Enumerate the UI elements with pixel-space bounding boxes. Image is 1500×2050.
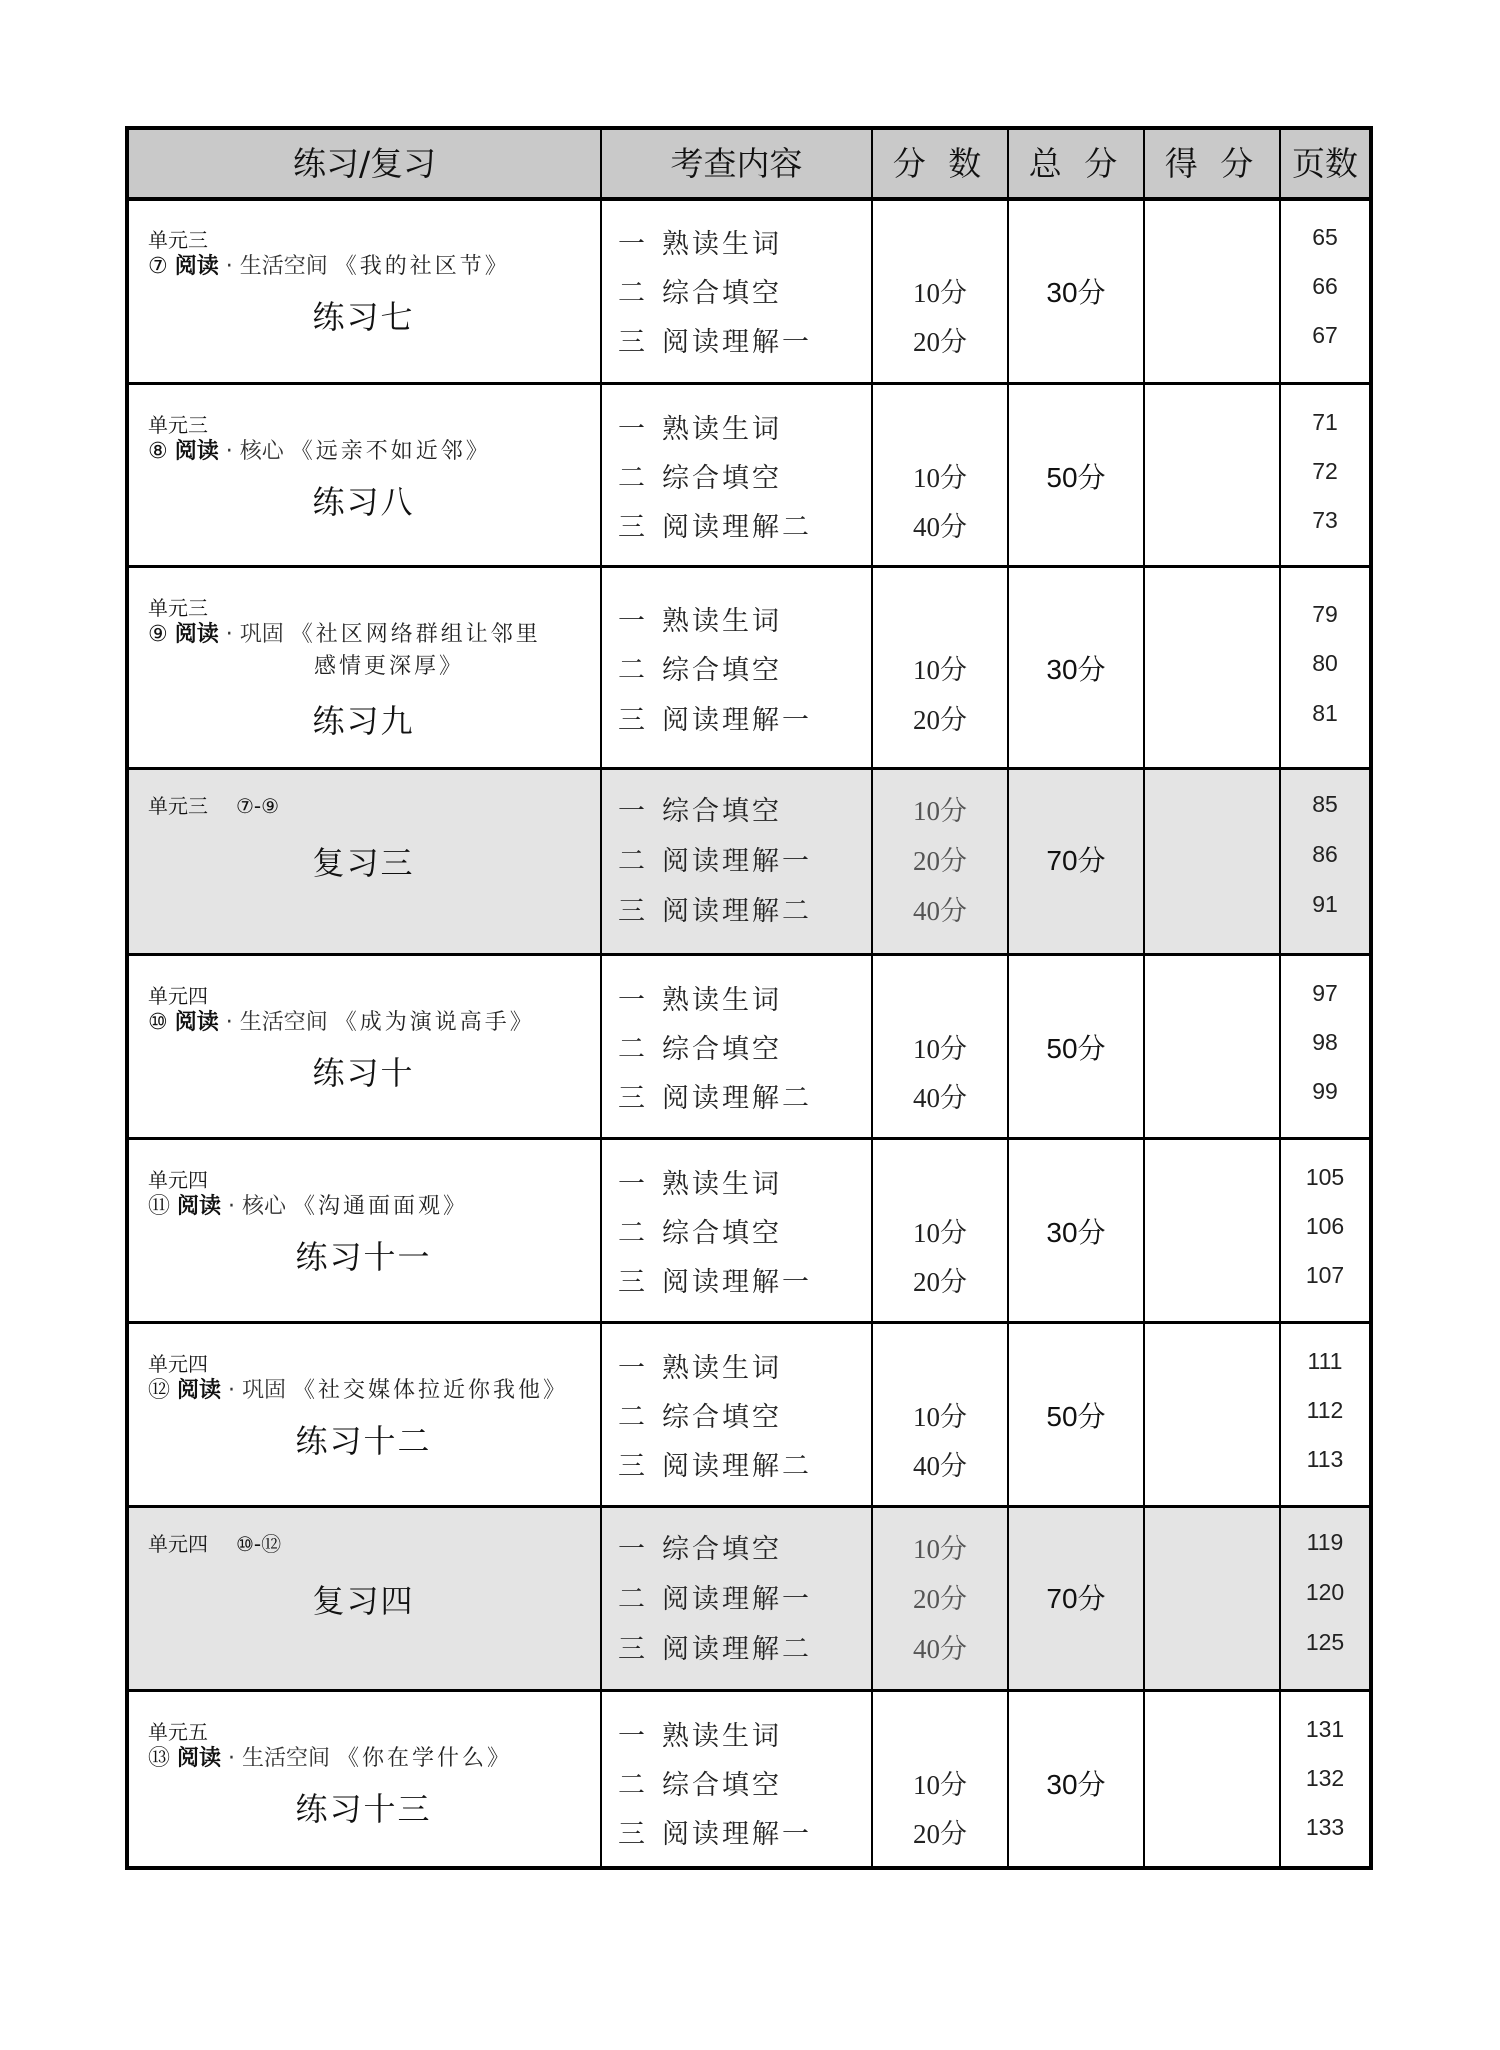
pages-cell xyxy=(1281,1324,1369,1505)
lesson-number: ⑪ xyxy=(148,1194,171,1219)
total-score: 70分 xyxy=(1046,1583,1106,1614)
item-label: 综合填空 xyxy=(662,1218,782,1249)
content-item xyxy=(618,599,782,638)
text-title: 《社交媒体拉近你我他》 xyxy=(293,1378,569,1403)
item-number: 二 xyxy=(618,1402,648,1433)
item-label: 阅读理解一 xyxy=(662,1819,812,1850)
page-number: 79 xyxy=(1312,601,1338,627)
item-number: 三 xyxy=(618,896,648,927)
earned-score-cell[interactable] xyxy=(1145,200,1279,379)
header-score: 分 数 xyxy=(892,144,988,183)
exercise-title: 练习十三 xyxy=(295,1790,432,1828)
item-label: 阅读理解一 xyxy=(662,1267,812,1298)
page-number: 107 xyxy=(1305,1262,1345,1288)
page-number: 131 xyxy=(1305,1716,1345,1742)
item-label: 综合填空 xyxy=(662,1770,782,1801)
earned-score-cell[interactable] xyxy=(1145,956,1279,1137)
unit-label: 单元四 xyxy=(148,984,208,1008)
reading-label: 阅读 xyxy=(174,439,219,464)
page-number: 91 xyxy=(1312,891,1338,917)
item-score: 10分 xyxy=(913,1218,967,1248)
lesson-subtitle xyxy=(148,1743,512,1775)
page-number: 99 xyxy=(1312,1078,1338,1104)
content-item xyxy=(618,698,812,737)
practice-cell xyxy=(129,1692,600,1866)
unit-label: 单元三 xyxy=(148,413,208,437)
content-cell xyxy=(602,1140,871,1321)
practice-row xyxy=(129,1321,1369,1505)
unit-label: 单元三 xyxy=(148,596,208,620)
lesson-subtitle xyxy=(148,619,541,683)
exercise-title: 练习十二 xyxy=(295,1422,432,1460)
item-number: 一 xyxy=(618,414,648,445)
page-number: 65 xyxy=(1312,224,1338,250)
item-number: 三 xyxy=(618,512,648,543)
exercise-title: 练习十一 xyxy=(295,1238,432,1276)
lesson-number: ⑩ xyxy=(148,1010,168,1035)
item-label: 熟读生词 xyxy=(662,229,782,260)
exercise-title: 练习七 xyxy=(312,298,415,336)
column-divider xyxy=(600,130,602,1866)
practice-cell xyxy=(129,956,600,1137)
item-number: 一 xyxy=(618,1169,648,1200)
exercise-title: 练习十 xyxy=(312,1054,415,1092)
item-score: 20分 xyxy=(913,705,967,735)
item-number: 一 xyxy=(618,985,648,1016)
lesson-number: ⑦ xyxy=(148,254,168,279)
practice-cell xyxy=(129,385,600,565)
practice-cell xyxy=(129,770,600,953)
total-score: 30分 xyxy=(1046,654,1106,685)
content-item xyxy=(618,222,782,261)
content-item xyxy=(618,407,782,446)
pages-cell xyxy=(1281,1508,1369,1689)
total-score: 30分 xyxy=(1046,1769,1106,1800)
content-item xyxy=(618,1395,782,1434)
pages-cell xyxy=(1281,1140,1369,1321)
page-number: 132 xyxy=(1305,1765,1345,1791)
item-label: 综合填空 xyxy=(662,655,782,686)
unit-label xyxy=(148,1528,281,1557)
item-label: 综合填空 xyxy=(662,796,782,827)
pages-cell xyxy=(1281,1692,1369,1866)
lesson-category: · 巩固 xyxy=(228,1378,287,1403)
lesson-subtitle xyxy=(148,1191,468,1223)
pages-cell xyxy=(1281,200,1369,379)
item-score: 10分 xyxy=(913,1402,967,1432)
total-cell xyxy=(1009,770,1143,953)
item-label: 阅读理解一 xyxy=(662,327,812,358)
item-label: 阅读理解一 xyxy=(662,846,812,877)
reading-label: 阅读 xyxy=(174,254,219,279)
total-cell xyxy=(1009,568,1143,767)
page-number: 86 xyxy=(1312,841,1338,867)
item-number: 二 xyxy=(618,655,648,686)
page-number: 85 xyxy=(1312,791,1338,817)
content-cell xyxy=(602,385,871,565)
content-cell xyxy=(602,1508,871,1689)
score-cell xyxy=(873,568,1007,767)
unit-name: 单元三 xyxy=(148,794,208,818)
item-number: 二 xyxy=(618,1770,648,1801)
unit-label xyxy=(148,790,279,819)
content-item xyxy=(618,1627,812,1666)
item-number: 三 xyxy=(618,1451,648,1482)
content-cell xyxy=(602,956,871,1137)
content-item xyxy=(618,1076,812,1115)
earned-score-cell[interactable] xyxy=(1145,1692,1279,1866)
lesson-category: · 生活空间 xyxy=(225,1010,328,1035)
item-number: 二 xyxy=(618,463,648,494)
content-item xyxy=(618,839,812,878)
item-score: 10分 xyxy=(913,1770,967,1800)
lesson-category: · 巩固 xyxy=(225,622,284,647)
item-score: 20分 xyxy=(913,1584,967,1614)
item-number: 二 xyxy=(618,1034,648,1065)
item-number: 一 xyxy=(618,1353,648,1384)
pages-cell xyxy=(1281,770,1369,953)
score-cell xyxy=(873,1140,1007,1321)
lesson-category: · 生活空间 xyxy=(225,254,328,279)
item-label: 阅读理解二 xyxy=(662,896,812,927)
content-cell xyxy=(602,1324,871,1505)
header-pages: 页数 xyxy=(1292,144,1358,183)
item-score: 10分 xyxy=(913,463,967,493)
header-earned: 得 分 xyxy=(1164,144,1260,183)
item-score: 40分 xyxy=(913,1083,967,1113)
item-label: 熟读生词 xyxy=(662,1353,782,1384)
text-title: 《你在学什么》 xyxy=(337,1746,513,1771)
item-number: 二 xyxy=(618,278,648,309)
item-number: 三 xyxy=(618,1819,648,1850)
unit-label: 单元五 xyxy=(148,1720,208,1744)
column-divider xyxy=(1007,130,1009,1866)
unit-name: 单元四 xyxy=(148,1532,208,1556)
total-score: 30分 xyxy=(1046,1217,1106,1248)
item-label: 综合填空 xyxy=(662,463,782,494)
practice-row xyxy=(129,953,1369,1137)
total-cell xyxy=(1009,385,1143,565)
item-number: 一 xyxy=(618,606,648,637)
total-cell xyxy=(1009,200,1143,379)
content-item xyxy=(618,1763,782,1802)
item-label: 阅读理解二 xyxy=(662,512,812,543)
practice-row xyxy=(129,382,1369,565)
content-item xyxy=(618,1027,782,1066)
lesson-subtitle xyxy=(148,251,510,283)
item-score: 20分 xyxy=(913,1267,967,1297)
lesson-subtitle xyxy=(148,1007,535,1039)
page-number: 113 xyxy=(1306,1446,1344,1472)
pages-cell xyxy=(1281,385,1369,565)
practice-cell xyxy=(129,568,600,767)
item-label: 熟读生词 xyxy=(662,1169,782,1200)
item-score: 40分 xyxy=(913,512,967,542)
lesson-range: ⑦-⑨ xyxy=(236,794,280,818)
content-item xyxy=(618,978,782,1017)
earned-score-cell[interactable] xyxy=(1145,385,1279,565)
content-item xyxy=(618,1812,812,1851)
item-score: 10分 xyxy=(913,655,967,685)
content-item xyxy=(618,505,812,544)
item-label: 熟读生词 xyxy=(662,414,782,445)
content-item xyxy=(618,889,812,928)
lesson-number: ⑬ xyxy=(148,1746,171,1771)
content-item xyxy=(618,1162,782,1201)
score-cell xyxy=(873,1324,1007,1505)
page-number: 98 xyxy=(1312,1029,1338,1055)
content-item xyxy=(618,1260,812,1299)
review-row xyxy=(129,767,1369,953)
unit-label: 单元三 xyxy=(148,228,208,252)
content-item xyxy=(618,271,782,310)
practice-cell xyxy=(129,1140,600,1321)
unit-label: 单元四 xyxy=(148,1352,208,1376)
item-label: 阅读理解二 xyxy=(662,1451,812,1482)
page-number: 125 xyxy=(1305,1629,1345,1655)
lesson-range: ⑩-⑫ xyxy=(236,1532,282,1556)
item-label: 熟读生词 xyxy=(662,606,782,637)
item-number: 三 xyxy=(618,705,648,736)
item-label: 综合填空 xyxy=(662,1034,782,1065)
page-number: 81 xyxy=(1312,700,1338,726)
item-number: 三 xyxy=(618,327,648,358)
content-item xyxy=(618,320,812,359)
content-item xyxy=(618,1527,782,1566)
content-item xyxy=(618,1714,782,1753)
score-cell xyxy=(873,200,1007,379)
item-number: 一 xyxy=(618,1534,648,1565)
lesson-number: ⑨ xyxy=(148,622,168,647)
total-cell xyxy=(1009,1140,1143,1321)
total-score: 50分 xyxy=(1046,462,1106,493)
practice-row xyxy=(129,1137,1369,1321)
practice-row xyxy=(129,565,1369,767)
page-number: 97 xyxy=(1312,980,1338,1006)
lesson-subtitle xyxy=(148,1375,568,1407)
score-cell xyxy=(873,956,1007,1137)
total-cell xyxy=(1009,956,1143,1137)
reading-label: 阅读 xyxy=(174,1010,219,1035)
earned-score-cell[interactable] xyxy=(1145,568,1279,767)
score-cell xyxy=(873,385,1007,565)
score-cell xyxy=(873,1508,1007,1689)
item-score: 10分 xyxy=(913,1534,967,1564)
item-number: 一 xyxy=(618,229,648,260)
lesson-category: · 核心 xyxy=(228,1194,287,1219)
review-row xyxy=(129,1505,1369,1689)
item-score: 40分 xyxy=(913,1451,967,1481)
page-number: 71 xyxy=(1312,409,1338,435)
content-cell xyxy=(602,568,871,767)
lesson-subtitle xyxy=(148,436,491,468)
item-label: 阅读理解二 xyxy=(662,1634,812,1665)
earned-score-cell[interactable] xyxy=(1145,1324,1279,1505)
earned-score-cell[interactable] xyxy=(1145,1508,1279,1689)
total-score: 50分 xyxy=(1046,1033,1106,1064)
item-score: 10分 xyxy=(913,1034,967,1064)
content-cell xyxy=(602,1692,871,1866)
content-item xyxy=(618,1444,812,1483)
text-title: 《成为演说高手》 xyxy=(334,1010,535,1035)
table-header xyxy=(129,130,1369,201)
content-item xyxy=(618,648,782,687)
item-score: 20分 xyxy=(913,327,967,357)
pages-cell xyxy=(1281,568,1369,767)
column-divider xyxy=(1279,130,1281,1866)
lesson-category: · 核心 xyxy=(225,439,284,464)
pages-cell xyxy=(1281,956,1369,1137)
header-practice-review: 练习/复习 xyxy=(292,144,437,183)
page-number: 73 xyxy=(1312,507,1338,533)
exercise-title: 练习八 xyxy=(312,483,415,521)
content-cell xyxy=(602,200,871,379)
page-number: 67 xyxy=(1312,322,1338,348)
content-item xyxy=(618,1577,812,1616)
item-label: 综合填空 xyxy=(662,1534,782,1565)
practice-row xyxy=(129,197,1369,379)
text-title: 《我的社区节》 xyxy=(334,254,510,279)
item-number: 三 xyxy=(618,1267,648,1298)
text-title: 《沟通面面观》 xyxy=(293,1194,469,1219)
item-number: 二 xyxy=(618,1218,648,1249)
item-number: 二 xyxy=(618,846,648,877)
page-number: 80 xyxy=(1312,650,1338,676)
page-number: 112 xyxy=(1306,1397,1344,1423)
content-cell xyxy=(602,770,871,953)
exercise-schedule-table xyxy=(125,126,1373,1870)
item-score: 10分 xyxy=(913,278,967,308)
item-label: 综合填空 xyxy=(662,1402,782,1433)
page-number: 106 xyxy=(1305,1213,1345,1239)
lesson-category: · 生活空间 xyxy=(228,1746,331,1771)
page-number: 119 xyxy=(1306,1529,1344,1555)
item-number: 二 xyxy=(618,1584,648,1615)
content-item xyxy=(618,1211,782,1250)
item-number: 一 xyxy=(618,796,648,827)
item-score: 40分 xyxy=(913,896,967,926)
item-label: 熟读生词 xyxy=(662,985,782,1016)
page-number: 66 xyxy=(1312,273,1338,299)
reading-label: 阅读 xyxy=(174,622,219,647)
unit-label: 单元四 xyxy=(148,1168,208,1192)
page-number: 133 xyxy=(1305,1814,1345,1840)
column-divider xyxy=(1143,130,1145,1866)
item-label: 阅读理解一 xyxy=(662,705,812,736)
exercise-title: 练习九 xyxy=(312,702,415,740)
score-cell xyxy=(873,1692,1007,1866)
practice-cell xyxy=(129,200,600,379)
total-score: 50分 xyxy=(1046,1401,1106,1432)
earned-score-cell[interactable] xyxy=(1145,1140,1279,1321)
lesson-number: ⑫ xyxy=(148,1378,171,1403)
exercise-title: 复习四 xyxy=(312,1582,415,1620)
practice-row xyxy=(129,1689,1369,1866)
total-score: 70分 xyxy=(1046,845,1106,876)
page-number: 111 xyxy=(1307,1348,1343,1374)
reading-label: 阅读 xyxy=(177,1378,222,1403)
text-title: 《社区网络群组让邻里 xyxy=(290,622,541,647)
earned-score-cell[interactable] xyxy=(1145,770,1279,953)
item-number: 三 xyxy=(618,1083,648,1114)
item-score: 10分 xyxy=(913,796,967,826)
text-title-continued: 感情更深厚》 xyxy=(314,654,465,679)
practice-cell xyxy=(129,1508,600,1689)
reading-label: 阅读 xyxy=(177,1194,222,1219)
item-label: 阅读理解二 xyxy=(662,1083,812,1114)
lesson-number: ⑧ xyxy=(148,439,168,464)
item-label: 综合填空 xyxy=(662,278,782,309)
reading-label: 阅读 xyxy=(177,1746,222,1771)
item-number: 一 xyxy=(618,1721,648,1752)
item-number: 三 xyxy=(618,1634,648,1665)
exercise-title: 复习三 xyxy=(312,844,415,882)
item-score: 20分 xyxy=(913,1819,967,1849)
content-item xyxy=(618,456,782,495)
content-item xyxy=(618,789,782,828)
total-score: 30分 xyxy=(1046,277,1106,308)
page-number: 105 xyxy=(1305,1164,1345,1190)
header-content: 考查内容 xyxy=(670,144,803,183)
total-cell xyxy=(1009,1508,1143,1689)
total-cell xyxy=(1009,1324,1143,1505)
item-score: 40分 xyxy=(913,1634,967,1664)
item-score: 20分 xyxy=(913,846,967,876)
text-title: 《远亲不如近邻》 xyxy=(290,439,491,464)
score-cell xyxy=(873,770,1007,953)
practice-cell xyxy=(129,1324,600,1505)
content-item xyxy=(618,1346,782,1385)
header-total: 总 分 xyxy=(1028,144,1124,183)
total-cell xyxy=(1009,1692,1143,1866)
item-label: 阅读理解一 xyxy=(662,1584,812,1615)
page-number: 72 xyxy=(1312,458,1338,484)
item-label: 熟读生词 xyxy=(662,1721,782,1752)
column-divider xyxy=(871,130,873,1866)
page-number: 120 xyxy=(1305,1579,1345,1605)
